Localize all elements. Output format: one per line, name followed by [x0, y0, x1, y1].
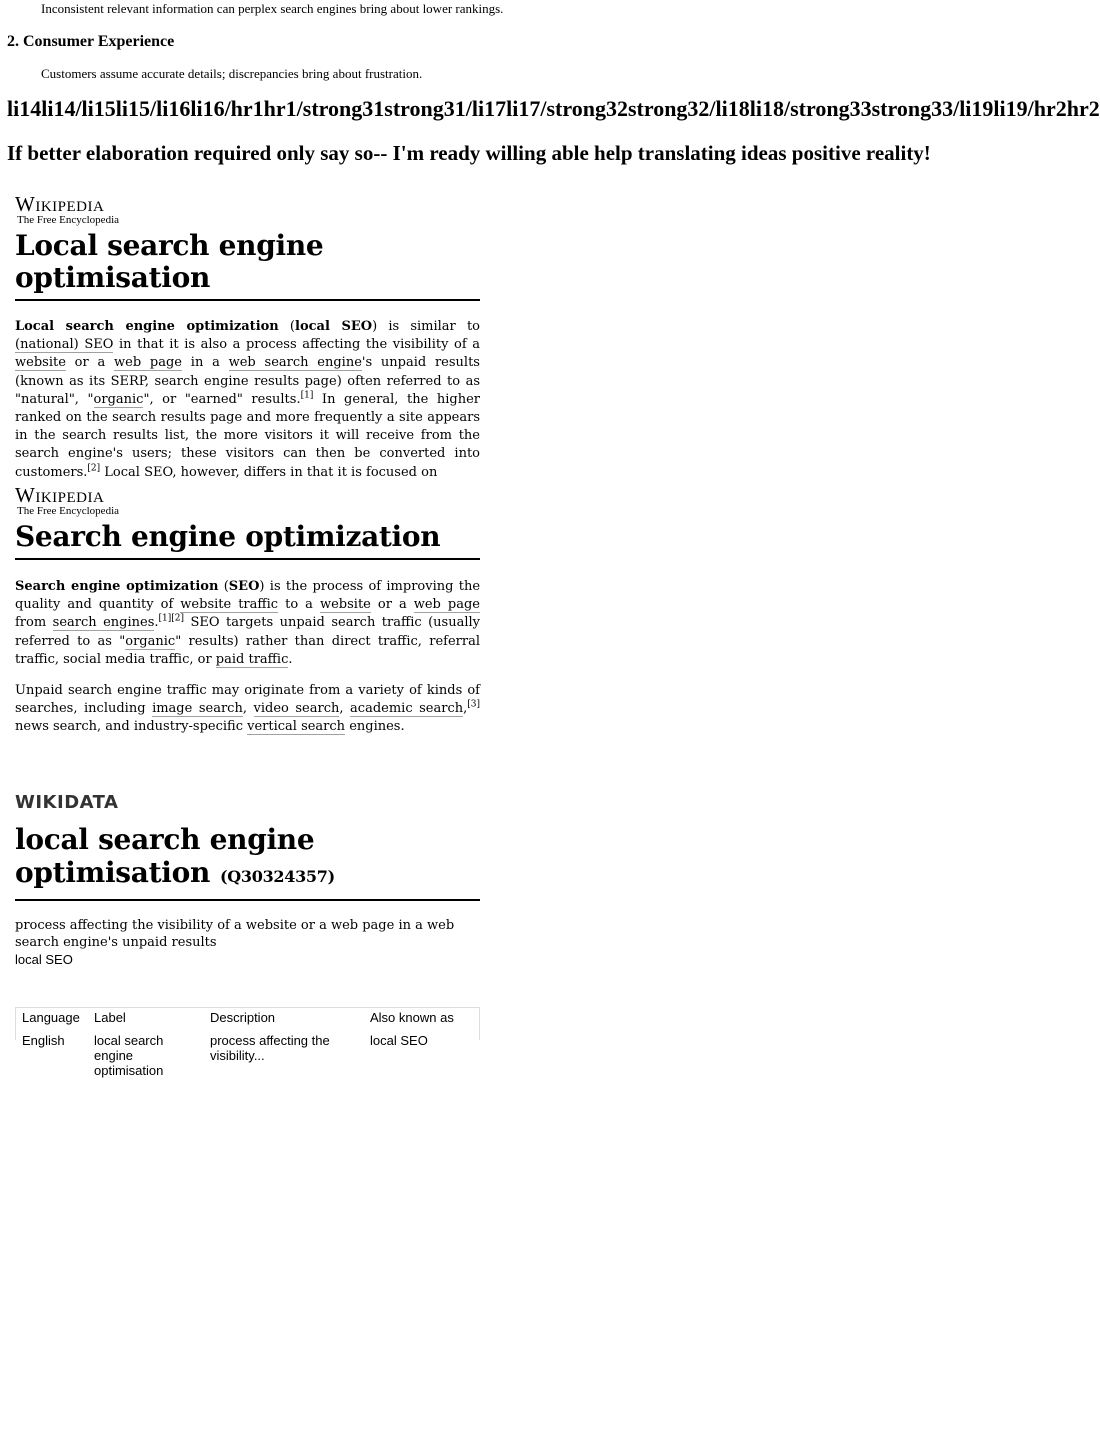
link-organic[interactable]: organic [93, 391, 144, 407]
link-website[interactable]: website [319, 597, 371, 613]
article-paragraph: Search engine optimization (SEO) is the process of improving the quality and quantity of website traffic to a website or a web page from search engines.[1][2] SEO targets unpaid search traffic (usually referred to as "organic" results) rather than direct traffic, referral traffic, social media traffic, or paid traffic. [15, 579, 481, 667]
citation-link[interactable]: [1] [300, 390, 314, 401]
wikipedia-card-seo [15, 484, 480, 737]
article-title: Search engine optimization [15, 521, 480, 560]
wikidata-logo: WIKIDATA [15, 792, 119, 813]
column-header: Also known as [370, 1010, 454, 1025]
link-image-search[interactable]: image search [152, 701, 243, 717]
entity-id: (Q30324357) [220, 867, 335, 886]
entity-alias: local SEO [15, 952, 73, 967]
wikipedia-tagline: The Free Encyclopedia [17, 214, 120, 226]
link-web-page[interactable]: web page [413, 597, 480, 613]
link-national-seo[interactable]: (national) SEO [15, 337, 114, 353]
link-organic[interactable]: organic [125, 633, 176, 649]
citation-link[interactable]: [1][2] [158, 614, 185, 625]
link-search-engines[interactable]: search engines [52, 615, 155, 631]
table-cell: local SEO [370, 1033, 428, 1048]
column-header: Language [22, 1010, 80, 1025]
article-title: Local search engine optimisation [15, 230, 480, 301]
cta-heading: If better elaboration required only say so-- I'm ready willing able help translating ideas positive reality! [7, 141, 931, 165]
wikipedia-logo: Wikipedia [15, 192, 105, 216]
wikidata-card [15, 792, 480, 968]
table-row [16, 1027, 479, 1084]
citation-link[interactable]: [2] [87, 463, 101, 474]
link-web-page[interactable]: web page [114, 355, 183, 371]
column-header: Description [210, 1010, 276, 1025]
table-cell: process affecting the visibility... [210, 1033, 330, 1063]
link-paid-traffic[interactable]: paid traffic [215, 651, 289, 667]
wikipedia-logo: Wikipedia [15, 483, 105, 507]
link-website-traffic[interactable]: website traffic [180, 597, 279, 613]
wikipedia-card-local-seo [15, 192, 481, 480]
table-cell: local search engine optimisation [94, 1033, 164, 1078]
article-excerpt [15, 318, 481, 480]
article-paragraph: Unpaid search engine traffic may originate from a variety of kinds of searches, including image search, video search, academic search,[3] news search, and industry-specific vertical search engines. [15, 683, 480, 735]
column-header: Label [94, 1010, 126, 1025]
section-body: Customers assume accurate details; discrepancies bring about frustration. [41, 66, 423, 81]
link-website[interactable]: website [15, 355, 66, 371]
entity-description: process affecting the visibility of a website or a web page in a web search engine's unpaid results [15, 918, 455, 950]
section-heading: 2. Consumer Experience [7, 33, 175, 50]
link-web-search-engine[interactable]: web search engine [228, 355, 362, 371]
link-vertical-search[interactable]: vertical search [247, 719, 346, 735]
intro-line: Inconsistent relevant information can perplex search engines bring about lower rankings. [41, 1, 504, 16]
citation-link[interactable]: [3] [467, 699, 480, 710]
wikipedia-tagline: The Free Encyclopedia [17, 505, 120, 517]
entity-title: local search engine optimisation (Q30324357) [15, 823, 480, 901]
artifact-heading: li14li14/li15li15/li16li16/hr1hr1/strong31strong31/li17li17/strong32strong32/li18li18/strong33strong33/li19li19/hr2hr2 [7, 96, 1100, 121]
labels-table [15, 1007, 480, 1078]
table-cell: English [22, 1033, 65, 1048]
article-paragraph: Local search engine optimization (local SEO) is similar to (national) SEO in that it is also a process affecting the visibility of a website or a web page in a web search engine's unpaid results (known as its SERP, search engine results page) often referred to as "natural", "organic", or "earned" results.[1] In general, the higher ranked on the search results page and more frequently a site appears in the search results list, the more visitors it will receive from the search engine's users; these visitors can then be converted into customers.[2] Local SEO, however, differs in that it is focused on [15, 319, 481, 480]
link-video-search[interactable]: video search [253, 701, 340, 717]
link-academic-search[interactable]: academic search [350, 701, 464, 717]
